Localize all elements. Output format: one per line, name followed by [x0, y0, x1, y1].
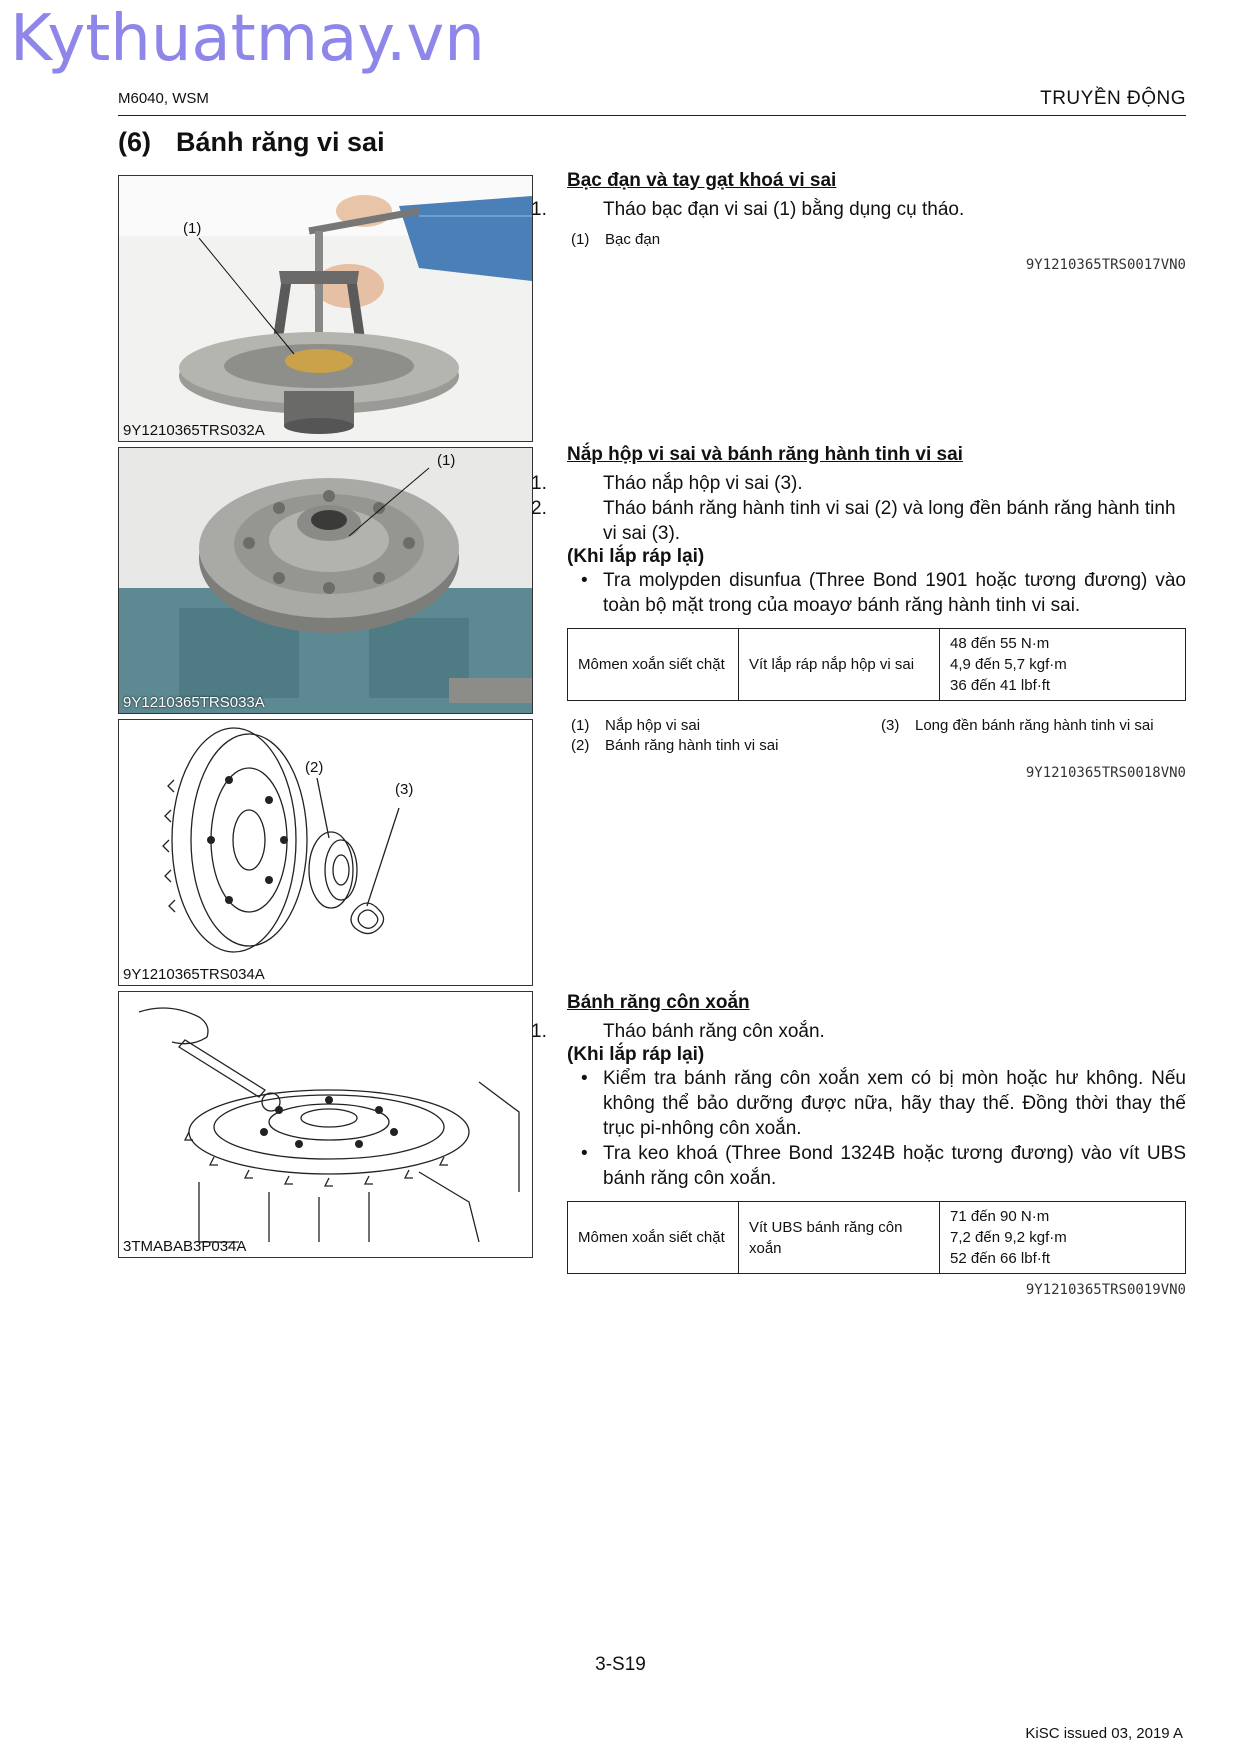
section-number: (6)	[118, 127, 151, 157]
bullet-item	[567, 1141, 1186, 1191]
torque-values	[940, 1202, 1186, 1274]
bullet-text: Tra keo khoá (Three Bond 1324B hoặc tương đương) vào vít UBS bánh răng côn xoắn.	[603, 1143, 1186, 1189]
torque-value-nm: 48 đến 55 N·m	[950, 635, 1050, 652]
step-text: Tháo bánh răng hành tinh vi sai (2) và long đền bánh răng hành tinh vi sai (3).	[603, 498, 1176, 544]
subtitle-bearing: Bạc đạn và tay gạt khoá vi sai	[567, 170, 837, 191]
step-number: 1.	[531, 473, 547, 494]
differential-case-illustration	[119, 448, 532, 713]
image-code-4: 3TMABAB3P034A	[123, 1238, 247, 1255]
bullet-text: Tra molypden disunfua (Three Bond 1901 hoặc tương đương) vào toàn bộ mặt trong của moayơ bánh răng hành tinh vi sai.	[603, 570, 1186, 616]
callout-2: (2)	[305, 759, 324, 776]
reference-code-3: 9Y1210365TRS0019VN0	[1025, 1282, 1186, 1298]
image-code-1: 9Y1210365TRS032A	[123, 422, 265, 439]
section-title	[118, 127, 385, 158]
note-number: (1)	[571, 231, 590, 248]
step-2	[531, 496, 1186, 546]
note-number: (1)	[571, 717, 590, 734]
torque-item: Vít UBS bánh răng côn xoắn	[739, 1202, 940, 1274]
step-text: Tháo bạc đạn vi sai (1) bằng dụng cụ tháo.	[603, 199, 965, 220]
bullet-icon: •	[581, 570, 588, 591]
diagram-bevel-gear	[118, 991, 533, 1258]
issue-info: KiSC issued 03, 2019 A	[1025, 1725, 1183, 1742]
bullet-text: Kiểm tra bánh răng côn xoắn xem có bị mòn hoặc hư không. Nếu không thể bảo dưỡng được nữa, hãy thay thế. Đồng thời thay thế trục pi-nhông côn xoắn.	[603, 1068, 1186, 1139]
torque-value-nm: 71 đến 90 N·m	[950, 1208, 1050, 1225]
header-rule	[118, 115, 1186, 116]
torque-table	[567, 1201, 1186, 1274]
torque-label: Mômen xoắn siết chặt	[568, 629, 739, 701]
bevel-gear-line-drawing	[119, 992, 532, 1257]
block-bevel-gear	[531, 992, 1186, 1298]
header-chapter: TRUYỀN ĐỘNG	[1040, 88, 1186, 109]
note-text: Bạc đạn	[605, 231, 661, 248]
torque-values	[940, 629, 1186, 701]
notes-list	[567, 717, 1186, 757]
torque-value-lbfft: 52 đến 66 lbf·ft	[950, 1250, 1051, 1267]
note-3	[881, 717, 1154, 734]
block-bearing	[531, 170, 1186, 273]
subtitle-differential-case: Nắp hộp vi sai và bánh răng hành tinh vi sai	[567, 444, 963, 465]
photo-differential-case	[118, 447, 533, 714]
watermark: Kythuatmay.vn	[10, 2, 485, 76]
image-code-3: 9Y1210365TRS034A	[123, 966, 265, 983]
reassembly-heading: (Khi lắp ráp lại)	[567, 1044, 705, 1065]
bullet-item	[567, 1066, 1186, 1141]
step-1	[531, 1019, 1186, 1044]
header-model: M6040, WSM	[118, 90, 209, 107]
step-text: Tháo bánh răng côn xoắn.	[603, 1021, 825, 1042]
callout-1: (1)	[437, 452, 456, 469]
callout-1: (1)	[183, 220, 202, 237]
torque-value-kgfm: 7,2 đến 9,2 kgf·m	[950, 1229, 1067, 1246]
note-number: (3)	[881, 717, 900, 734]
note-text: Bánh răng hành tinh vi sai	[605, 737, 779, 754]
note-number: (2)	[571, 737, 590, 754]
photo-bearing-puller	[118, 175, 533, 442]
reference-code-1: 9Y1210365TRS0017VN0	[1025, 257, 1186, 273]
note-2	[571, 737, 778, 754]
callout-3: (3)	[395, 781, 414, 798]
torque-label: Mômen xoắn siết chặt	[568, 1202, 739, 1274]
note-1	[567, 231, 1186, 248]
block-differential-case	[531, 444, 1186, 781]
note-1	[571, 717, 700, 734]
page-number: 3-S19	[595, 1654, 646, 1675]
step-number: 2.	[531, 498, 547, 519]
bullet-icon: •	[581, 1143, 588, 1164]
step-number: 1.	[531, 1021, 547, 1042]
reference-code-2: 9Y1210365TRS0018VN0	[1025, 765, 1186, 781]
pinion-gears-line-drawing	[119, 720, 532, 985]
torque-value-kgfm: 4,9 đến 5,7 kgf·m	[950, 656, 1067, 673]
step-1	[531, 197, 1186, 222]
image-code-2: 9Y1210365TRS033A	[123, 694, 265, 711]
note-text: Nắp hộp vi sai	[605, 717, 701, 734]
step-text: Tháo nắp hộp vi sai (3).	[603, 473, 803, 494]
step-number: 1.	[531, 199, 547, 220]
diagram-pinion-gears	[118, 719, 533, 986]
reassembly-heading: (Khi lắp ráp lại)	[567, 546, 705, 567]
note-text: Long đền bánh răng hành tinh vi sai	[915, 717, 1154, 734]
bullet-icon: •	[581, 1068, 588, 1089]
step-1	[531, 471, 1186, 496]
torque-item: Vít lắp ráp nắp hộp vi sai	[739, 629, 940, 701]
bearing-puller-illustration	[119, 176, 532, 441]
torque-value-lbfft: 36 đến 41 lbf·ft	[950, 677, 1051, 694]
section-title-text: Bánh răng vi sai	[176, 127, 385, 157]
torque-table	[567, 628, 1186, 701]
subtitle-bevel-gear: Bánh răng côn xoắn	[567, 992, 750, 1013]
bullet-item	[567, 568, 1186, 618]
